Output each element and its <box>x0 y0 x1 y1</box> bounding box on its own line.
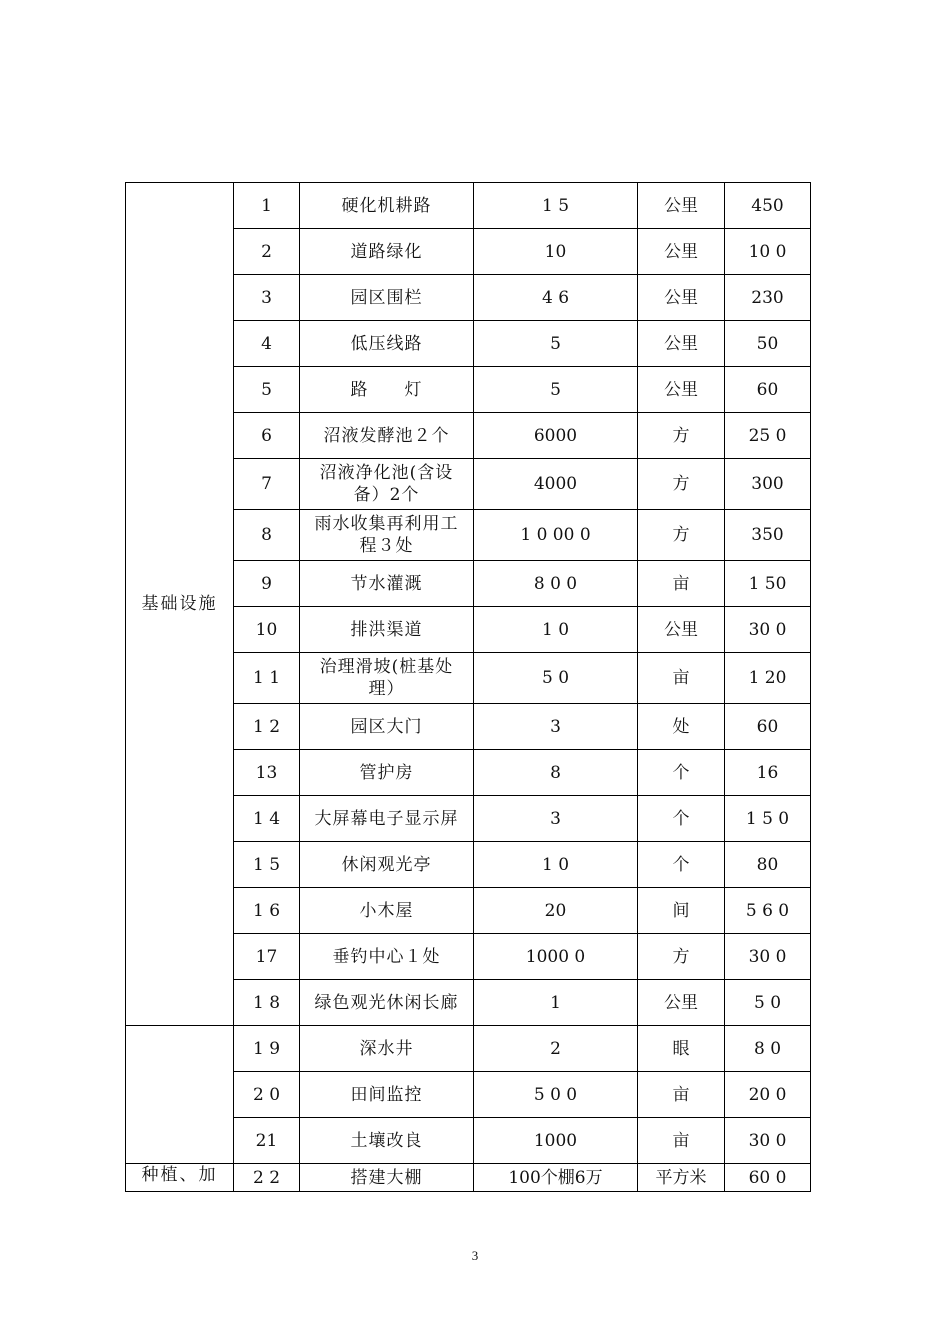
row-number-cell: 1 8 <box>234 980 300 1026</box>
item-name-cell: 园区围栏 <box>300 275 474 321</box>
item-name-cell: 搭建大棚 <box>300 1164 474 1192</box>
amount-cell: 30 0 <box>725 607 811 653</box>
amount-cell: 5 6 0 <box>725 888 811 934</box>
amount-cell: 60 <box>725 367 811 413</box>
quantity-cell: 1 5 <box>474 183 638 229</box>
item-name-cell: 节水灌溉 <box>300 561 474 607</box>
item-name-cell: 沼液净化池(含设备）2个 <box>300 459 474 510</box>
item-name-cell: 低压线路 <box>300 321 474 367</box>
row-number-cell: 2 0 <box>234 1072 300 1118</box>
unit-cell: 公里 <box>638 607 725 653</box>
row-number-cell: 1 1 <box>234 653 300 704</box>
quantity-cell: 20 <box>474 888 638 934</box>
unit-cell: 眼 <box>638 1026 725 1072</box>
amount-cell: 5 0 <box>725 980 811 1026</box>
unit-cell: 方 <box>638 413 725 459</box>
item-name-cell: 田间监控 <box>300 1072 474 1118</box>
row-number-cell: 1 2 <box>234 704 300 750</box>
amount-cell: 80 <box>725 842 811 888</box>
amount-cell: 1 5 0 <box>725 796 811 842</box>
page-number: 3 <box>471 1248 479 1263</box>
unit-cell: 公里 <box>638 367 725 413</box>
item-name-cell: 休闲观光亭 <box>300 842 474 888</box>
item-name-cell: 深水井 <box>300 1026 474 1072</box>
unit-cell: 平方米 <box>638 1164 725 1192</box>
amount-cell: 1 50 <box>725 561 811 607</box>
unit-cell: 公里 <box>638 229 725 275</box>
amount-cell: 1 20 <box>725 653 811 704</box>
amount-cell: 8 0 <box>725 1026 811 1072</box>
row-number-cell: 1 9 <box>234 1026 300 1072</box>
quantity-cell: 3 <box>474 704 638 750</box>
unit-cell: 公里 <box>638 275 725 321</box>
quantity-cell: 1000 0 <box>474 934 638 980</box>
row-number-cell: 8 <box>234 510 300 561</box>
item-name-cell: 土壤改良 <box>300 1118 474 1164</box>
item-name-cell: 硬化机耕路 <box>300 183 474 229</box>
amount-cell: 25 0 <box>725 413 811 459</box>
item-name-cell: 管护房 <box>300 750 474 796</box>
row-number-cell: 9 <box>234 561 300 607</box>
amount-cell: 230 <box>725 275 811 321</box>
amount-cell: 60 <box>725 704 811 750</box>
quantity-cell: 8 <box>474 750 638 796</box>
project-table-body <box>126 183 811 1192</box>
category-cell <box>126 1026 234 1164</box>
table-row <box>126 183 811 229</box>
amount-cell: 16 <box>725 750 811 796</box>
item-name-cell: 小木屋 <box>300 888 474 934</box>
row-number-cell: 1 4 <box>234 796 300 842</box>
unit-cell: 间 <box>638 888 725 934</box>
table-row <box>126 1164 811 1192</box>
unit-cell: 公里 <box>638 980 725 1026</box>
quantity-cell: 1 0 <box>474 842 638 888</box>
item-name-cell: 道路绿化 <box>300 229 474 275</box>
quantity-cell: 1000 <box>474 1118 638 1164</box>
quantity-cell: 1 0 <box>474 607 638 653</box>
row-number-cell: 17 <box>234 934 300 980</box>
row-number-cell: 13 <box>234 750 300 796</box>
quantity-cell: 1 <box>474 980 638 1026</box>
category-cell: 基础设施 <box>126 183 234 1026</box>
quantity-cell: 5 0 0 <box>474 1072 638 1118</box>
unit-cell: 处 <box>638 704 725 750</box>
unit-cell: 个 <box>638 750 725 796</box>
item-name-cell: 垂钓中心１处 <box>300 934 474 980</box>
amount-cell: 450 <box>725 183 811 229</box>
row-number-cell: 10 <box>234 607 300 653</box>
amount-cell: 60 0 <box>725 1164 811 1192</box>
unit-cell: 个 <box>638 842 725 888</box>
amount-cell: 10 0 <box>725 229 811 275</box>
item-name-cell: 雨水收集再利用工程３处 <box>300 510 474 561</box>
quantity-cell: 4 6 <box>474 275 638 321</box>
unit-cell: 公里 <box>638 321 725 367</box>
amount-cell: 30 0 <box>725 1118 811 1164</box>
row-number-cell: 1 <box>234 183 300 229</box>
row-number-cell: 21 <box>234 1118 300 1164</box>
unit-cell: 个 <box>638 796 725 842</box>
row-number-cell: 5 <box>234 367 300 413</box>
item-name-cell: 绿色观光休闲长廊 <box>300 980 474 1026</box>
project-table-container <box>125 182 810 1192</box>
row-number-cell: 2 2 <box>234 1164 300 1192</box>
item-name-cell: 大屏幕电子显示屏 <box>300 796 474 842</box>
row-number-cell: 2 <box>234 229 300 275</box>
item-name-cell: 沼液发酵池２个 <box>300 413 474 459</box>
table-row <box>126 1026 811 1072</box>
amount-cell: 350 <box>725 510 811 561</box>
row-number-cell: 3 <box>234 275 300 321</box>
item-name-cell: 排洪渠道 <box>300 607 474 653</box>
item-name-cell: 治理滑坡(桩基处理） <box>300 653 474 704</box>
amount-cell: 20 0 <box>725 1072 811 1118</box>
unit-cell: 方 <box>638 510 725 561</box>
unit-cell: 亩 <box>638 1072 725 1118</box>
project-table <box>125 182 811 1192</box>
category-cell: 种植、加 <box>126 1164 234 1192</box>
quantity-cell: 100个棚6万 <box>474 1164 638 1192</box>
amount-cell: 300 <box>725 459 811 510</box>
quantity-cell: 5 <box>474 321 638 367</box>
unit-cell: 方 <box>638 459 725 510</box>
quantity-cell: 8 0 0 <box>474 561 638 607</box>
item-name-cell: 园区大门 <box>300 704 474 750</box>
quantity-cell: 2 <box>474 1026 638 1072</box>
item-name-cell: 路 灯 <box>300 367 474 413</box>
quantity-cell: 1 0 00 0 <box>474 510 638 561</box>
row-number-cell: 4 <box>234 321 300 367</box>
unit-cell: 亩 <box>638 653 725 704</box>
row-number-cell: 7 <box>234 459 300 510</box>
amount-cell: 30 0 <box>725 934 811 980</box>
unit-cell: 公里 <box>638 183 725 229</box>
row-number-cell: 1 6 <box>234 888 300 934</box>
quantity-cell: 5 0 <box>474 653 638 704</box>
quantity-cell: 4000 <box>474 459 638 510</box>
unit-cell: 方 <box>638 934 725 980</box>
unit-cell: 亩 <box>638 1118 725 1164</box>
row-number-cell: 6 <box>234 413 300 459</box>
quantity-cell: 10 <box>474 229 638 275</box>
quantity-cell: 6000 <box>474 413 638 459</box>
quantity-cell: 3 <box>474 796 638 842</box>
unit-cell: 亩 <box>638 561 725 607</box>
quantity-cell: 5 <box>474 367 638 413</box>
amount-cell: 50 <box>725 321 811 367</box>
row-number-cell: 1 5 <box>234 842 300 888</box>
